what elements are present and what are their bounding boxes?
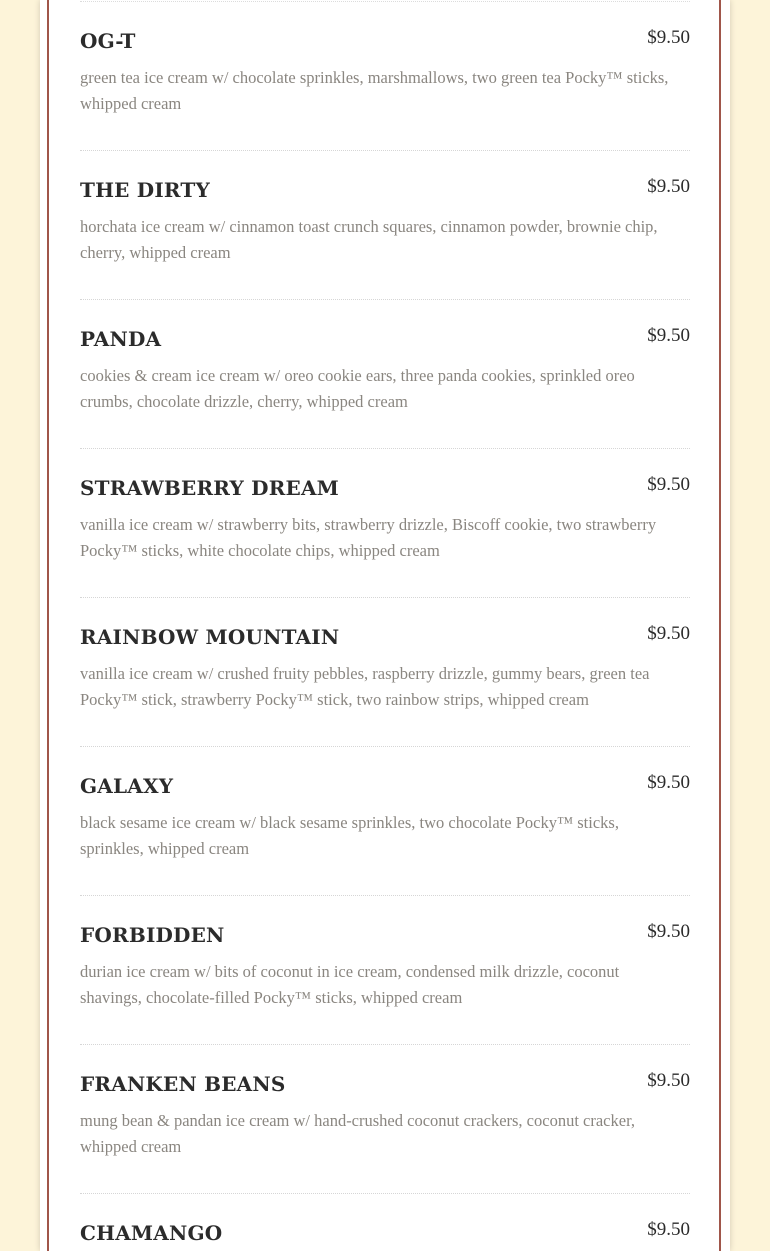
menu-item-galaxy: [80, 747, 690, 896]
menu-item-price: $9.50: [647, 1219, 690, 1240]
menu-item-the-dirty: [80, 151, 690, 300]
menu-item-og-t: [80, 2, 690, 151]
menu-item-description: horchata ice cream w/ cinnamon toast crunch squares, cinnamon powder, brownie chip, cherry, whipped cream: [80, 217, 658, 262]
menu-item-header: [80, 623, 690, 653]
menu-item-franken-beans: [80, 1045, 690, 1194]
menu-item-name: OG-T: [80, 29, 136, 53]
menu-item-description: green tea ice cream w/ chocolate sprinkles, marshmallows, two green tea Pocky™ sticks, whipped cream: [80, 68, 669, 113]
menu-item-price: $9.50: [647, 921, 690, 942]
menu-item-header: [80, 176, 690, 206]
menu-item-description: vanilla ice cream w/ strawberry bits, strawberry drizzle, Biscoff cookie, two strawberry Pocky™ sticks, white chocolate chips, whipped cream: [80, 515, 657, 560]
menu-item-description: black sesame ice cream w/ black sesame sprinkles, two chocolate Pocky™ sticks, sprinkles, whipped cream: [80, 813, 619, 858]
menu-item-name: THE DIRTY: [80, 178, 210, 202]
menu-item-header: [80, 772, 690, 802]
menu-item-header: [80, 921, 690, 951]
menu-item-header: [80, 325, 690, 355]
menu-item-name: STRAWBERRY DREAM: [80, 476, 340, 500]
menu-item-header: [80, 27, 690, 57]
menu-item-header: [80, 474, 690, 504]
menu-item-name: PANDA: [80, 327, 162, 351]
menu-item-name: RAINBOW MOUNTAIN: [80, 625, 340, 649]
menu-item-description: mung bean & pandan ice cream w/ hand-crushed coconut crackers, coconut cracker, whipped cream: [80, 1111, 636, 1156]
menu-item-price: $9.50: [647, 176, 690, 197]
menu-item-price: $9.50: [647, 474, 690, 495]
menu-item-description: cookies & cream ice cream w/ oreo cookie ears, three panda cookies, sprinkled oreo crumbs, chocolate drizzle, cherry, whipped cream: [80, 366, 635, 411]
menu-item-description: durian ice cream w/ bits of coconut in ice cream, condensed milk drizzle, coconut shavings, chocolate-filled Pocky™ sticks, whipped cream: [80, 962, 620, 1007]
menu-item-name: CHAMANGO: [80, 1221, 223, 1245]
menu-item-strawberry-dream: [80, 449, 690, 598]
menu-item-name: FORBIDDEN: [80, 923, 225, 947]
menu-item-rainbow-mountain: [80, 598, 690, 747]
menu-item-forbidden: [80, 896, 690, 1045]
menu-item-header: [80, 1219, 690, 1249]
menu-item-price: $9.50: [647, 325, 690, 346]
menu-item-price: $9.50: [647, 623, 690, 644]
menu-list: [80, 0, 690, 1251]
menu-item-name: GALAXY: [80, 774, 174, 798]
menu-item-name: FRANKEN BEANS: [80, 1072, 286, 1096]
menu-item-description: vanilla ice cream w/ crushed fruity pebbles, raspberry drizzle, gummy bears, green tea Pocky™ stick, strawberry Pocky™ stick, two rainbow strips, whipped cream: [80, 664, 650, 709]
menu-item-price: $9.50: [647, 772, 690, 793]
menu-item-header: [80, 1070, 690, 1100]
menu-item-panda: [80, 300, 690, 449]
menu-item-price: $9.50: [647, 27, 690, 48]
menu-item-price: $9.50: [647, 1070, 690, 1091]
menu-item-chamango: [80, 1194, 690, 1251]
